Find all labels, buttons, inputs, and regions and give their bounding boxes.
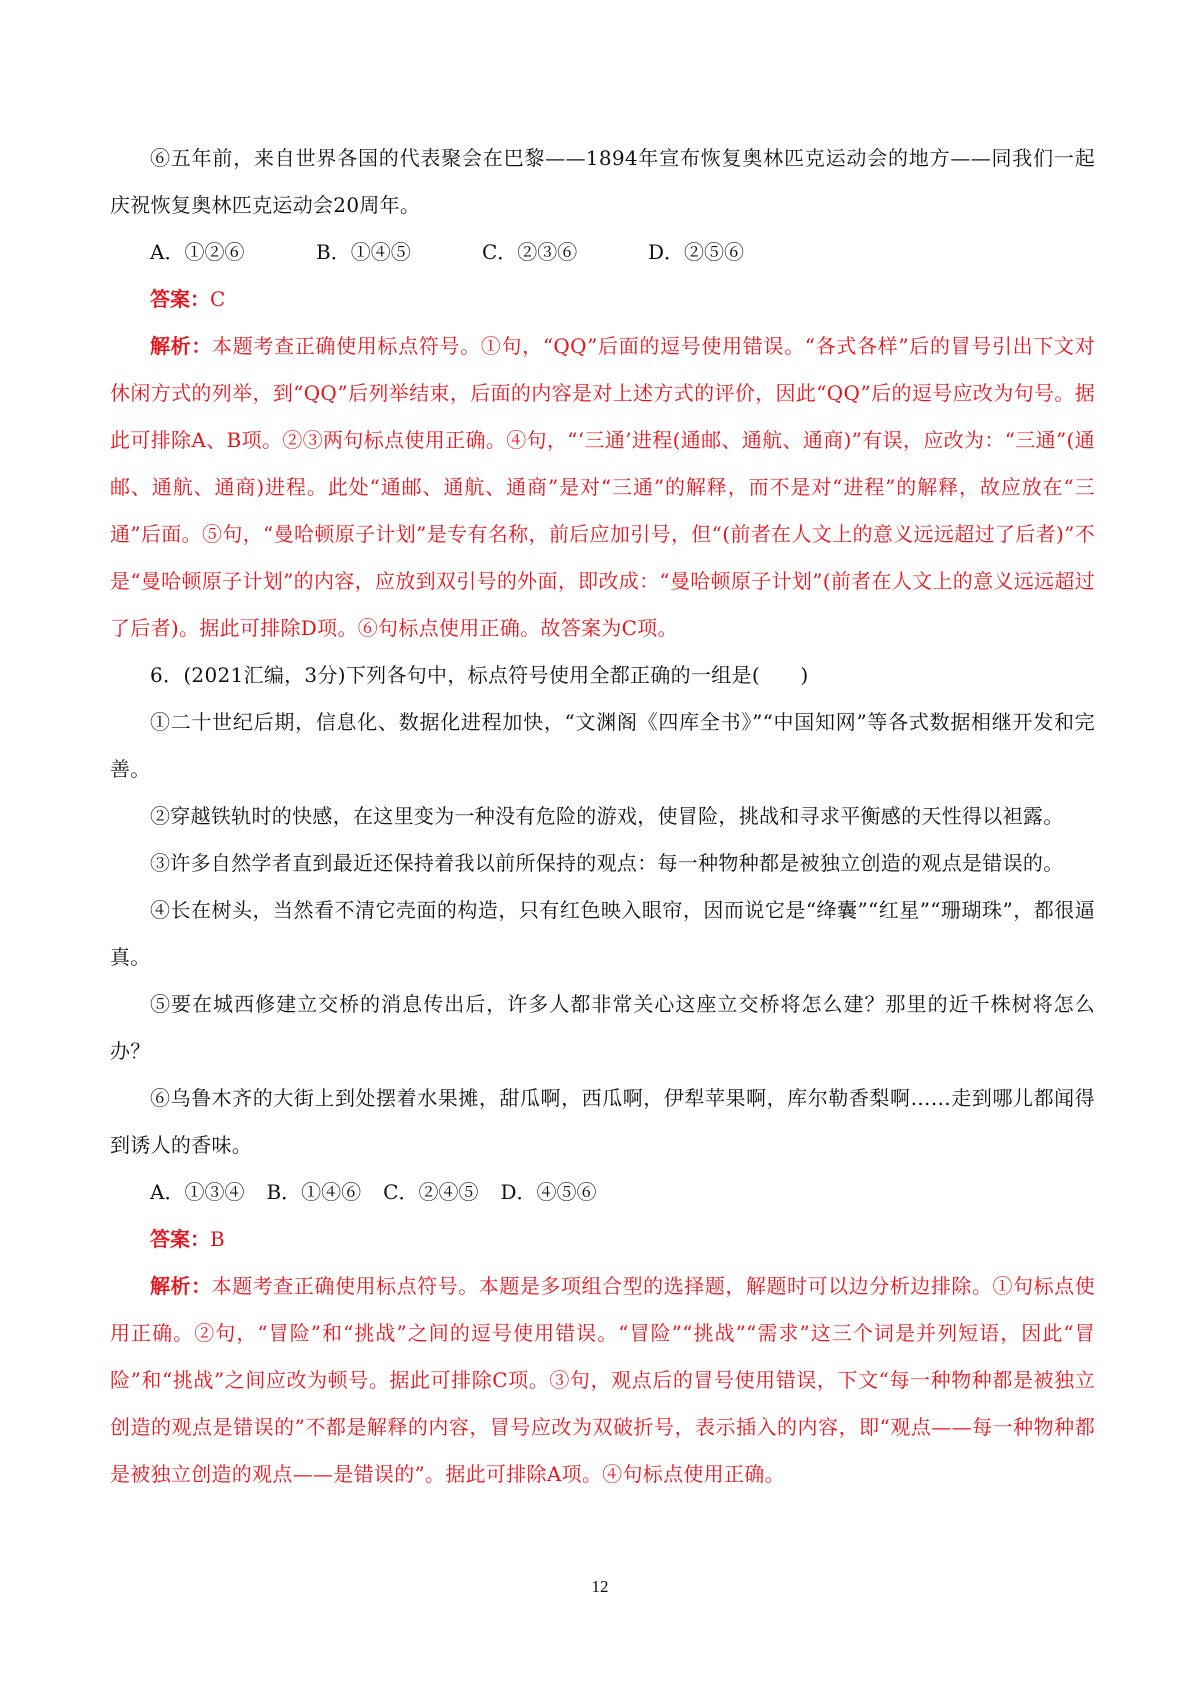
page-number: 12 [591,1577,609,1596]
q6-item-6: ⑥乌鲁木齐的大街上到处摆着水果摊，甜瓜啊，西瓜啊，伊犁苹果啊，库尔勒香梨啊……走到哪儿都闻得到诱人的香味。 [110,1086,1095,1157]
q6-item-5: ⑤要在城西修建立交桥的消息传出后，许多人都非常关心这座立交桥将怎么建？那里的近千株树将怎么办？ [110,992,1095,1063]
page-content [110,135,1095,1498]
q6-option-d: D．④⑤⑥ [500,1180,597,1204]
q6-analysis-label: 解析： [150,1274,212,1298]
q5-option-a: A．①②⑥ [150,240,245,264]
q5-answer-label: 答案： [150,287,210,311]
q6-answer-label: 答案： [150,1227,210,1251]
q6-option-c: C．②④⑤ [383,1180,479,1204]
q6-analysis [110,1263,1095,1498]
q6-stem: 6．(2021汇编，3分)下列各句中，标点符号使用全都正确的一组是( ) [150,663,809,687]
q6-option-a: A．①③④ [150,1180,245,1204]
q5-answer [110,276,1095,323]
q5-analysis [110,323,1095,652]
q5-analysis-label: 解析： [150,334,213,358]
q5-option-c: C．②③⑥ [482,240,578,264]
q5-item-6: ⑥五年前，来自世界各国的代表聚会在巴黎——1894年宣布恢复奥林匹克运动会的地方——同我们一起庆祝恢复奥林匹克运动会20周年。 [110,146,1095,217]
q6-item-1: ①二十世纪后期，信息化、数据化进程加快，“文渊阁《四库全书》”“中国知网”等各式数据相继开发和完善。 [110,710,1095,781]
q5-options [110,229,1095,276]
q6-answer [110,1216,1095,1263]
q6-option-b: B．①④⑥ [266,1180,362,1204]
q5-answer-value: C [210,287,226,311]
q6-analysis-text: 本题考查正确使用标点符号。本题是多项组合型的选择题，解题时可以边分析边排除。①句标点使用正确。②句，“冒险”和“挑战”之间的逗号使用错误。“冒险”“挑战”“需求”这三个词是并列短语，因此“冒险”和“挑战”之间应改为顿号。据此可排除C项。③句，观点后的冒号使用错误，下文“每一种物种都是被独立创造的观点是错误的”不都是解释的内容，冒号应改为双破折号，表示插入的内容，即“观点——每一种物种都是被独立创造的观点——是错误的”。据此可排除A项。④句标点使用正确。 [110,1274,1095,1486]
q5-option-b: B．①④⑤ [316,240,411,264]
q6-options [110,1169,1095,1216]
q6-answer-value: B [210,1227,225,1251]
q6-item-4: ④长在树头，当然看不清它壳面的构造，只有红色映入眼帘，因而说它是“绛囊”“红星”“珊瑚珠”，都很逼真。 [110,898,1095,969]
q5-analysis-text: 本题考查正确使用标点符号。①句，“QQ”后面的逗号使用错误。“各式各样”后的冒号引出下文对休闲方式的列举，到“QQ”后列举结束，后面的内容是对上述方式的评价，因此“QQ”后的逗号应改为句号。据此可排除A、B项。②③两句标点使用正确。④句，“‘三通’进程(通邮、通航、通商)”有误，应改为：“三通”(通邮、通航、通商)进程。此处“通邮、通航、通商”是对“三通”的解释，而不是对“进程”的解释，故应放在“三通”后面。⑤句，“曼哈顿原子计划”是专有名称，前后应加引号，但“(前者在人文上的意义远远超过了后者)”不是“曼哈顿原子计划”的内容，应放到双引号的外面，即改成：“曼哈顿原子计划”(前者在人文上的意义远远超过了后者)。据此可排除D项。⑥句标点使用正确。故答案为C项。 [110,334,1095,640]
q6-item-3: ③许多自然学者直到最近还保持着我以前所保持的观点：每一种物种都是被独立创造的观点是错误的。 [150,851,1064,875]
q6-item-2: ②穿越铁轨时的快感，在这里变为一种没有危险的游戏，使冒险，挑战和寻求平衡感的天性得以袒露。 [150,804,1064,828]
q5-option-d: D．②⑤⑥ [648,240,745,264]
